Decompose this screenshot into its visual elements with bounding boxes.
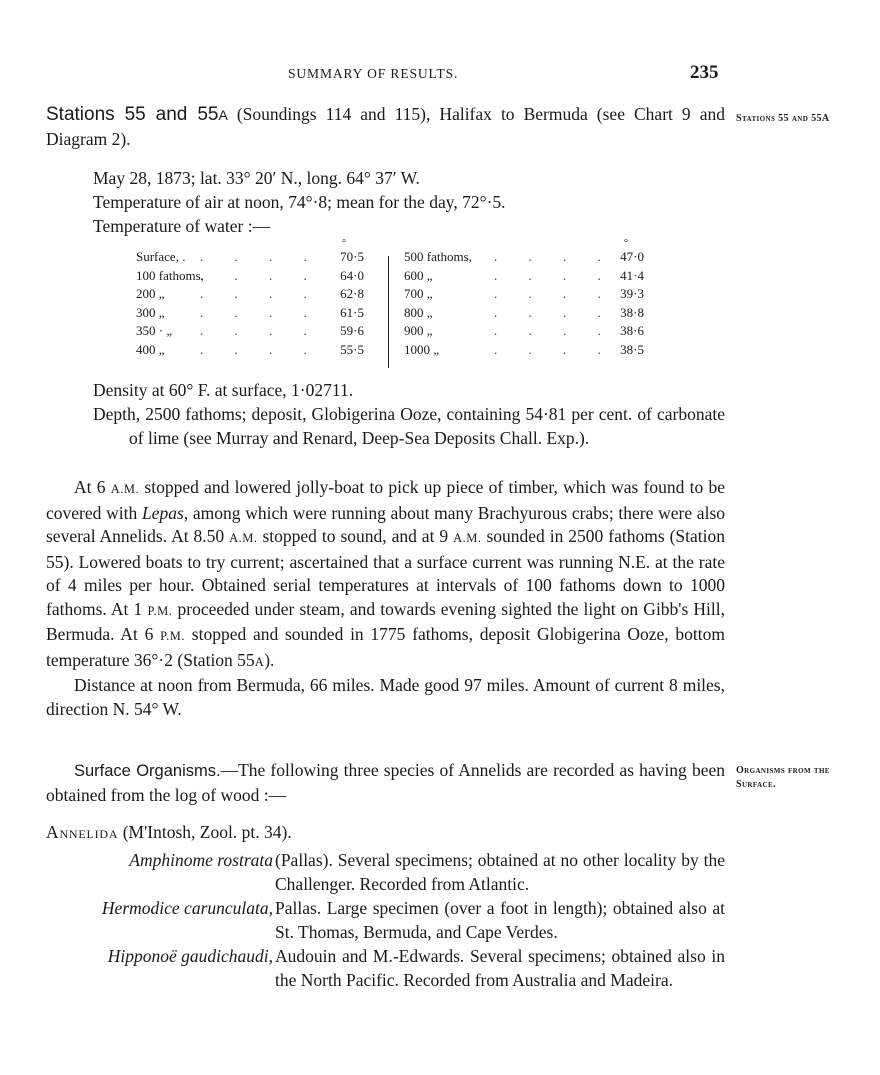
temperature-row <box>404 285 644 304</box>
narrative-text: At 6 <box>74 477 111 497</box>
narrative-text: , among which were running about many Brachyurous crabs; there were also several Annelids. At 8.50 <box>46 502 725 546</box>
temperature-depth: 350 · „ <box>136 323 173 338</box>
temperature-row <box>136 248 364 267</box>
temperature-row <box>404 267 644 286</box>
temperature-table <box>136 238 656 368</box>
temperature-value: 47·0 <box>620 249 644 264</box>
running-title: SUMMARY OF RESULTS. <box>288 66 459 81</box>
narrative-paragraph-2: Distance at noon from Bermuda, 66 miles. Made good 97 miles. Amount of current 8 miles, direction N. 54° W. <box>46 675 725 719</box>
narrative-text: stopped to sound, and at 9 <box>257 526 454 546</box>
temperature-depth: 400 „ <box>136 341 165 357</box>
temperature-depth: 200 „ <box>136 286 165 301</box>
dot-leader: . . . . <box>494 341 615 357</box>
station-heading-title: Stations 55 and 55 <box>46 104 219 125</box>
temperature-column-left <box>136 248 364 359</box>
column-divider <box>388 256 389 368</box>
temperature-row <box>136 304 364 323</box>
margin-note-organisms-text: Organisms from the Surface. <box>736 765 830 790</box>
narrative-text: stopped and sounded in 1775 fathoms, deposit Globigerina Ooze, bottom temperature 36°·2 (Station 55 <box>46 624 725 670</box>
temperature-value: 62·8 <box>340 286 364 301</box>
narrative-text: sounded in 2500 fathoms (Station 55). Lowered boats to try current; ascertained that a surface current was running N.E. at the rate of 4 miles per hour. Obtained serial temperatures at intervals of 100 fathoms down to 1000 fathoms. At 1 <box>46 526 725 619</box>
station-suffix: A <box>254 654 265 669</box>
species-entry <box>46 848 725 896</box>
species-description: (Pallas). Several specimens; obtained at no other locality by the Challenger. Recorded from Atlantic. <box>275 850 725 894</box>
degree-mark-left: ° <box>342 238 346 249</box>
species-list <box>46 848 725 992</box>
annelida-caps: Annelida <box>46 822 119 842</box>
dot-leader: . . . . <box>200 341 321 357</box>
temperature-value: 61·5 <box>340 304 364 320</box>
temperature-depth: 500 fathoms, <box>404 249 472 264</box>
narrative-text: ). <box>264 649 275 670</box>
narrative-text: stopped and lowered jolly-boat to pick up piece of timber, which was found to be covered with <box>46 477 725 523</box>
dot-leader: . . . . <box>494 267 615 283</box>
time-am: A.M. <box>229 531 258 545</box>
dot-leader: . . . . <box>200 304 321 320</box>
temperature-row <box>136 341 364 360</box>
observations <box>93 166 725 238</box>
temperature-column-right <box>404 248 644 359</box>
density-depth <box>93 378 725 450</box>
time-pm: P.M. <box>147 603 173 618</box>
density-line: Density at 60° F. at surface, 1·02711. <box>93 380 354 400</box>
temperature-value: 64·0 <box>340 267 364 283</box>
species-name: Hermodice carunculata, <box>101 898 273 918</box>
dot-leader: . . . . <box>200 249 321 264</box>
temperature-depth: 900 „ <box>404 323 433 338</box>
running-head <box>0 64 880 86</box>
species-entry <box>46 944 725 992</box>
page-number: 235 <box>690 62 719 83</box>
station-heading-lead-in <box>46 104 228 125</box>
dot-leader: . . . . <box>200 267 321 283</box>
temperature-value: 38·5 <box>620 341 644 357</box>
temperature-value: 55·5 <box>340 341 364 357</box>
temperature-row <box>136 322 364 341</box>
depth-line: Depth, 2500 fathoms; deposit, Globigerina Ooze, containing 54·81 per cent. of carbonate of lime (see Murray and Renard, Deep-Sea Deposits Chall. Exp.). <box>93 404 725 448</box>
species-name: Hipponoë gaudichaudi, <box>107 946 273 966</box>
dot-leader: . . . . <box>494 286 615 301</box>
temperature-depth: 700 „ <box>404 286 433 301</box>
air-temperature: Temperature of air at noon, 74°·8; mean for the day, 72°·5. <box>93 192 506 212</box>
time-am: A.M. <box>453 531 482 545</box>
dot-leader: . . . . <box>494 249 615 264</box>
temperature-value: 59·6 <box>340 323 364 338</box>
time-am: A.M. <box>110 482 140 496</box>
species-description: Audouin and M.-Edwards. Several specimens; obtained also in the North Pacific. Recorded from Australia and Madeira. <box>275 946 725 990</box>
annelida-rest: (M'Intosh, Zool. pt. 34). <box>118 822 292 842</box>
temperature-row <box>136 285 364 304</box>
narrative-text: proceeded under steam, and towards evening sighted the light on Gibb's Hill, Bermuda. At 6 <box>46 598 725 644</box>
temperature-depth: 1000 „ <box>404 341 440 357</box>
narrative <box>46 476 725 721</box>
temperature-row <box>404 322 644 341</box>
dot-leader: . . . . <box>200 323 321 338</box>
margin-note-stations-text: Stations 55 and 55A <box>736 113 830 124</box>
temperature-depth: Surface, . <box>136 249 186 264</box>
station-heading <box>46 102 725 151</box>
dot-leader: . . . . <box>494 304 615 320</box>
station-heading-suffix: A <box>218 107 228 123</box>
temperature-row <box>136 267 364 286</box>
temperature-depth: 100 fathoms, <box>136 267 204 283</box>
temperature-row <box>404 304 644 323</box>
date-position: May 28, 1873; lat. 33° 20′ N., long. 64° 37′ W. <box>93 168 420 188</box>
temperature-value: 38·6 <box>620 323 644 338</box>
station-heading-text: (Soundings 114 and 115), Halifax to Bermuda (see Chart 9 and Diagram 2). <box>46 104 725 149</box>
temperature-value: 38·8 <box>620 304 644 320</box>
temperature-value: 41·4 <box>620 267 644 283</box>
temperature-row <box>404 248 644 267</box>
genus-lepas: Lepas <box>141 502 184 523</box>
temperature-value: 70·5 <box>340 249 364 264</box>
degree-mark-right: ° <box>624 238 628 249</box>
dot-leader: . . . . <box>200 286 321 301</box>
water-temperature-label: Temperature of water :— <box>93 216 271 236</box>
species-entry <box>46 896 725 944</box>
margin-note-stations <box>736 112 856 126</box>
temperature-depth: 800 „ <box>404 304 433 320</box>
surface-organisms-lead-in: Surface Organisms. <box>74 762 221 780</box>
temperature-row <box>404 341 644 360</box>
species-description: Pallas. Large specimen (over a foot in length); obtained also at St. Thomas, Bermuda, and Cape Verdes. <box>275 898 725 942</box>
dot-leader: . . . . <box>494 323 615 338</box>
surface-organisms-text: —The following three species of Annelids are recorded as having been obtained from the log of wood :— <box>46 760 725 805</box>
temperature-value: 39·3 <box>620 286 644 301</box>
temperature-depth: 300 „ <box>136 304 165 320</box>
temperature-depth: 600 „ <box>404 267 433 283</box>
annelida-heading <box>46 820 292 844</box>
time-pm: P.M. <box>160 629 186 643</box>
surface-organisms <box>46 758 725 807</box>
margin-note-organisms <box>736 764 856 792</box>
narrative-paragraph-1 <box>46 476 725 674</box>
species-name: Amphinome rostrata <box>129 850 273 870</box>
